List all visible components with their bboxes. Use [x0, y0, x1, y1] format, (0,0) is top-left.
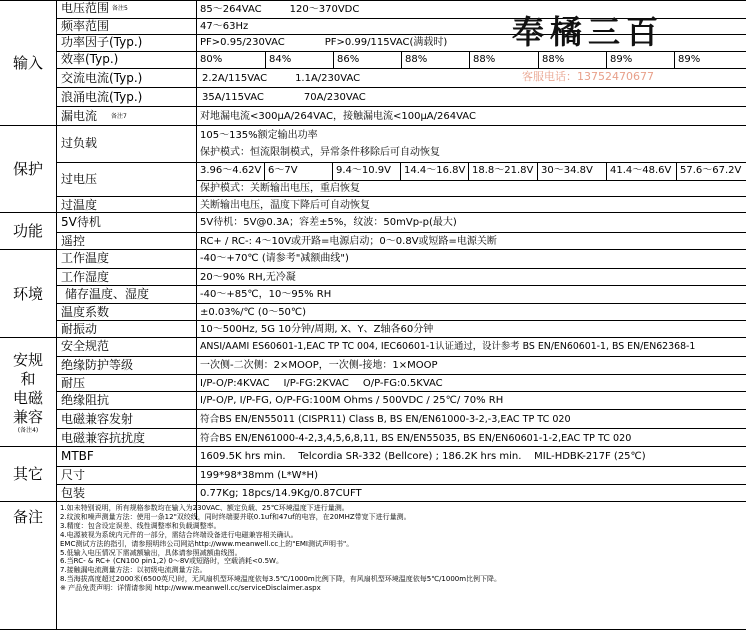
- withstand-op-fg: O/P-FG:0.5KVAC: [362, 378, 443, 389]
- label-work-humidity: 工作湿度: [61, 270, 110, 284]
- row-storage: [57, 285, 746, 303]
- row-safety-std: [57, 338, 746, 356]
- note-ref: 备注7: [111, 113, 127, 120]
- safety-std-value: ANSI/AAMI ES60601-1,EAC TP TC 004, IEC60601-1认证通过，设计参考 BS EN/EN60601-1, BS EN/EN62368-1: [200, 341, 696, 352]
- row-inrush-current: [57, 87, 746, 106]
- temp-coef-value: ±0.03%/℃ (0～50℃): [200, 307, 307, 318]
- resistance-value: I/P-O/P, I/P-FG, O/P-FG:100M Ohms / 500VDC / 25℃/ 70% RH: [200, 395, 504, 406]
- row-emc-immunity: [57, 428, 746, 447]
- overtemp-value: 关断输出电压，温度下降后可自动恢复: [200, 200, 370, 211]
- vibration-value: 10～500Hz, 5G 10分钟/周期, X、Y、Z轴各60分钟: [200, 324, 434, 335]
- pf-115: PF>0.99/115VAC(满载时): [324, 37, 448, 48]
- efficiency-cell: 88%: [402, 52, 470, 68]
- note-item: EMC测试方法的指引，请参照明纬公司网站http://www.meanwell.cc上的"EMI测试声明书"。: [60, 539, 354, 548]
- efficiency-cell: 88%: [539, 52, 607, 68]
- label-temp-coef: 温度系数: [61, 305, 110, 319]
- remote-value: RC+ / RC-: 4～10V或开路=电源启动；0～0.8V或短路=电源关断: [200, 236, 497, 247]
- overvoltage-cell: 3.96～4.62V: [197, 163, 265, 180]
- leakage-value: 对地漏电流<300μA/264VAC，接触漏电流<100μA/264VAC: [200, 111, 476, 122]
- label-vibration: 耐振动: [61, 322, 98, 336]
- pf-230: PF>0.95/230VAC: [200, 37, 285, 48]
- group-environment: [0, 249, 746, 337]
- bottom-border: [0, 629, 746, 630]
- label-standby: 5V待机: [61, 215, 101, 229]
- label-isolation: 绝缘防护等级: [61, 358, 134, 372]
- label-resistance: 绝缘阻抗: [61, 393, 110, 407]
- row-temp-coef: [57, 303, 746, 320]
- label-storage: 储存温度、湿度: [65, 287, 150, 301]
- label-withstand: 耐压: [61, 376, 86, 390]
- row-efficiency: [57, 51, 746, 68]
- withstand-ip-op: I/P-O/P:4KVAC: [200, 378, 270, 389]
- standby-value: 5V待机：5V@0.3A；容差±5%，纹波：50mVp-p(最大): [200, 217, 457, 228]
- mtbf-value: 1609.5K hrs min. Telcordia SR-332 (Bellcore) ; 186.2K hrs min. MIL-HDBK-217F (25℃): [200, 451, 646, 462]
- label-dimension: 尺寸: [61, 468, 86, 482]
- group-label-safety: 安规 和 电磁 兼容: [12, 350, 43, 426]
- label-leakage: 漏电流: [61, 109, 98, 123]
- efficiency-cell: 86%: [334, 52, 402, 68]
- group-protection: [0, 125, 746, 212]
- label-voltage-range: 电压范围: [61, 1, 110, 15]
- label-safety-std: 安全规范: [61, 339, 110, 353]
- label-emc-emission: 电磁兼容发射: [61, 412, 134, 426]
- group-label-environment: 环境: [12, 284, 43, 303]
- note-item: 1.如未特别说明，所有规格参数均在输入为230VAC、额定负载、25℃环境温度下进行量测。: [60, 504, 349, 512]
- row-isolation: [57, 356, 746, 374]
- efficiency-cell: 89%: [678, 54, 701, 65]
- inrush-115: 35A/115VAC: [202, 92, 264, 103]
- label-mtbf: MTBF: [61, 449, 94, 463]
- label-overvoltage: 过电压: [61, 172, 98, 186]
- label-work-temp: 工作温度: [61, 251, 110, 265]
- group-label-notes: 备注: [12, 507, 43, 526]
- note-item: 4.电源被视为系统内元件的一部分，需结合终端设备进行电磁兼容相关确认。: [60, 530, 298, 539]
- efficiency-cells: [197, 52, 746, 68]
- row-dimension: [57, 466, 746, 484]
- group-note-ref: (备注4): [17, 426, 39, 434]
- group-safety-emc: [0, 337, 746, 446]
- withstand-ip-fg: I/P-FG:2KVAC: [283, 378, 349, 389]
- label-efficiency: 效率(Typ.): [61, 52, 119, 66]
- voltage-dc: 120～370VDC: [289, 4, 360, 15]
- brand-stamp: 奉橘三百: [512, 13, 665, 51]
- row-standby: [57, 213, 746, 232]
- note-item: 2.纹波和噪声测量方法：使用一条12"双绞线，同时终端要并联0.1uf和47uf的电容，在20MHZ带宽下进行量测。: [60, 512, 411, 521]
- voltage-ac: 85～264VAC: [200, 4, 262, 15]
- inrush-230: 70A/230VAC: [303, 92, 366, 103]
- group-function: [0, 212, 746, 249]
- note-item: 8.当海拔高度超过2000米(6500英尺)时，无风扇机型环境温度依每3.5℃/1000m比例下降，有风扇机型环境温度依每5℃/1000m比例下降。: [60, 575, 502, 584]
- watermark-phone: 客服电话：13752470677: [522, 70, 654, 83]
- work-humidity-value: 20～90% RH,无冷凝: [200, 272, 296, 283]
- emc-immunity-value: 符合BS EN/EN61000-4-2,3,4,5,6,8,11, BS EN/EN55035, BS EN/EN60601-1-2,EAC TP TC 020: [200, 433, 632, 444]
- overvoltage-mode: 保护模式：关断输出电压，重启恢复: [200, 183, 360, 194]
- note-item: 7.接触漏电流测量方法：以初级电流测量方法。: [60, 566, 207, 575]
- frequency-value: 47～63Hz: [200, 21, 249, 32]
- efficiency-cell: 88%: [470, 52, 539, 68]
- work-temp-value: -40～+70℃ (请参考"减额曲线"): [200, 253, 349, 264]
- efficiency-cell: 80%: [197, 52, 266, 68]
- row-work-temp: [57, 250, 746, 268]
- group-others: [0, 446, 746, 501]
- row-overvoltage: [57, 162, 746, 196]
- notes-list: [60, 504, 740, 593]
- label-remote: 遥控: [61, 234, 86, 248]
- label-power-factor: 功率因子(Typ.): [61, 35, 143, 49]
- group-label-protection: 保护: [12, 160, 43, 178]
- overvoltage-cells: [197, 163, 746, 181]
- row-overtemp: [57, 196, 746, 213]
- emc-emission-value: 符合BS EN/EN55011 (CISPR11) Class B, BS EN/EN61000-3-2,-3,EAC TP TC 020: [200, 414, 571, 425]
- row-work-humidity: [57, 268, 746, 285]
- overvoltage-cell: 6～7V: [265, 163, 333, 180]
- note-item: 5.低输入电压情况下需减额输出，具体请参照减额曲线图。: [60, 548, 242, 557]
- overvoltage-cell: 14.4～16.8V: [401, 163, 469, 180]
- label-ac-current: 交流电流(Typ.): [61, 71, 143, 85]
- label-emc-immunity: 电磁兼容抗扰度: [61, 431, 146, 445]
- group-label-others: 其它: [12, 465, 43, 483]
- row-packing: [57, 484, 746, 502]
- label-packing: 包装: [61, 486, 86, 500]
- overvoltage-cell: 57.6～67.2V: [680, 165, 742, 176]
- efficiency-cell: 89%: [607, 52, 675, 68]
- note-item: ※ 产品免责声明：详情请参阅 http://www.meanwell.cc/serviceDisclaimer.aspx: [60, 584, 321, 593]
- group-label-input: 输入: [12, 54, 43, 72]
- isolation-value: 一次侧-二次侧：2×MOOP，一次侧-接地：1×MOOP: [200, 360, 438, 371]
- row-withstand: [57, 374, 746, 391]
- note-item: 6.当RC- & RC+ (CN100 pin1,2) 0～8V或短路时，空载消耗<0.5W。: [60, 557, 283, 566]
- note-item: 3.精度：包含设定误差、线性调整率和负载调整率。: [60, 521, 221, 530]
- ac-current-115: 2.2A/115VAC: [202, 73, 268, 84]
- storage-value: -40～+85℃，10～95% RH: [200, 289, 332, 300]
- ac-current-230: 1.1A/230VAC: [295, 73, 361, 84]
- overload-mode: 保护模式：恒流限制模式，异常条件移除后可自动恢复: [200, 147, 440, 158]
- label-overtemp: 过温度: [61, 198, 98, 212]
- row-overload: [57, 126, 746, 162]
- efficiency-cell: 84%: [266, 52, 334, 68]
- dimension-value: 199*98*38mm (L*W*H): [200, 470, 318, 481]
- overvoltage-cell: 30～34.8V: [538, 163, 607, 180]
- overvoltage-cell: 9.4～10.9V: [333, 163, 401, 180]
- row-mtbf: [57, 447, 746, 466]
- packing-value: 0.77Kg; 18pcs/14.9Kg/0.87CUFT: [200, 488, 362, 499]
- row-vibration: [57, 320, 746, 338]
- overvoltage-cell: 18.8～21.8V: [469, 163, 538, 180]
- row-remote: [57, 232, 746, 250]
- row-emc-emission: [57, 409, 746, 428]
- label-inrush-current: 浪涌电流(Typ.): [61, 90, 143, 104]
- row-leakage-current: [57, 106, 746, 126]
- label-overload: 过负载: [61, 136, 98, 150]
- overload-value: 105～135%额定输出功率: [200, 130, 318, 141]
- note-ref: 备注5: [112, 5, 128, 12]
- row-resistance: [57, 391, 746, 409]
- label-frequency: 频率范围: [61, 19, 110, 33]
- group-label-function: 功能: [12, 222, 43, 240]
- overvoltage-cell: 41.4～48.6V: [607, 163, 677, 180]
